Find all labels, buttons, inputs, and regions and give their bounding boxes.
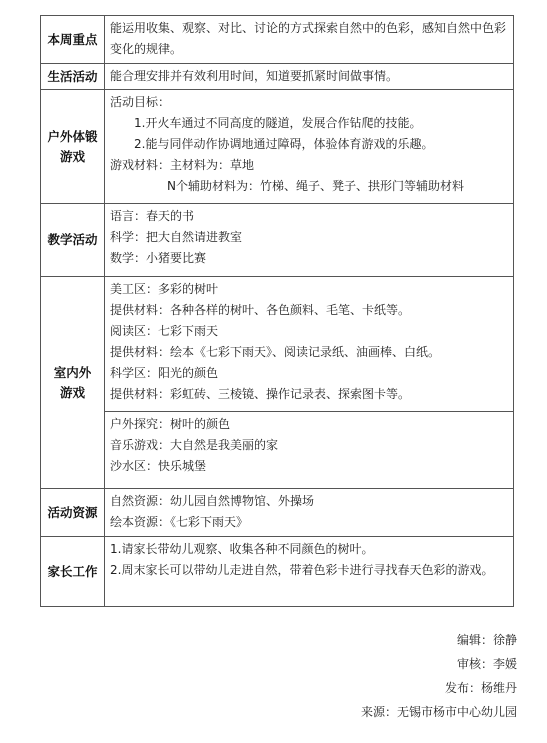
area-item: 提供材料：各种各样的树叶、各色颜料、毛笔、卡纸等。 (110, 303, 411, 317)
indoor-label-line2: 游戏 (59, 384, 85, 400)
resource-item: 绘本资源：《七彩下雨天》 (110, 515, 249, 529)
row-life (41, 64, 514, 90)
row-resources (41, 489, 514, 537)
goal-item-2: 2.能与同伴动作协调地通过障碍，体验体育游戏的乐趣。 (134, 137, 434, 151)
goal-item-1: 1.开火车通过不同高度的隧道，发展合作钻爬的技能。 (134, 116, 422, 130)
outdoor-game-item: 户外探究：树叶的颜色 (110, 417, 231, 431)
credits-block (361, 628, 517, 724)
area-item: 提供材料：彩虹砖、三棱镜、操作记录表、探索图卡等。 (110, 387, 411, 401)
outdoor-game-item: 沙水区：快乐城堡 (110, 459, 207, 473)
row-content-resources (105, 489, 514, 537)
row-content-parents (105, 537, 514, 607)
row-label-resources: 活动资源 (41, 489, 105, 537)
outdoor-games (105, 412, 513, 479)
material-aux: N个辅助材料为：竹梯、绳子、凳子、拱形门等辅助材料 (167, 179, 464, 193)
material-main: 游戏材料：主材料为：草地 (110, 158, 255, 172)
row-label-outdoor (41, 90, 105, 204)
credit-editor: 编辑：徐静 (456, 633, 517, 647)
row-content-indoor (105, 277, 514, 489)
credit-publisher: 发布：杨维丹 (444, 681, 517, 695)
row-label-life: 生活活动 (41, 64, 105, 90)
indoor-areas (105, 277, 513, 412)
teaching-item: 科学：把大自然请进教室 (110, 230, 243, 244)
row-content-teaching (105, 204, 514, 277)
row-outdoor (41, 90, 514, 204)
credit-source: 来源：无锡市杨市中心幼儿园 (360, 705, 517, 719)
outdoor-label-line1: 户外体锻 (47, 128, 98, 144)
row-teaching (41, 204, 514, 277)
outdoor-game-item: 音乐游戏：大自然是我美丽的家 (110, 438, 279, 452)
life-text: 能合理安排并有效利用时间，知道要抓紧时间做事情。 (110, 69, 399, 83)
parent-item-1: 1.请家长带幼儿观察、收集各种不同颜色的树叶。 (110, 542, 374, 556)
area-item: 科学区：阳光的颜色 (110, 366, 219, 380)
credit-reviewer: 审核：李媛 (456, 657, 517, 671)
area-item: 美工区：多彩的树叶 (110, 282, 219, 296)
goal-title: 活动目标： (110, 95, 171, 109)
row-label-teaching: 教学活动 (41, 204, 105, 277)
teaching-item: 数学：小猪要比赛 (110, 251, 207, 265)
row-content-life (105, 64, 514, 90)
teaching-item: 语言：春天的书 (110, 209, 195, 223)
focus-text: 能运用收集、观察、对比、讨论的方式探索自然中的色彩，感知自然中色彩变化的规律。 (110, 21, 507, 56)
parent-item-2: 2.周末家长可以带幼儿走进自然，带着色彩卡进行寻找春天色彩的游戏。 (110, 563, 494, 577)
row-parents (41, 537, 514, 607)
resource-item: 自然资源：幼儿园自然博物馆、外操场 (110, 494, 315, 508)
row-label-indoor (41, 277, 105, 489)
outdoor-label-line2: 游戏 (59, 148, 85, 164)
area-item: 阅读区：七彩下雨天 (110, 324, 219, 338)
row-focus (41, 16, 514, 64)
row-label-focus: 本周重点 (41, 16, 105, 64)
indoor-label-line1: 室内外 (53, 364, 92, 380)
row-label-parents: 家长工作 (41, 537, 105, 607)
area-item: 提供材料：绘本《七彩下雨天》、阅读记录纸、油画棒、白纸。 (110, 345, 441, 359)
weekly-plan-table (40, 15, 514, 607)
row-content-outdoor (105, 90, 514, 204)
row-content-focus (105, 16, 514, 64)
row-indoor (41, 277, 514, 489)
